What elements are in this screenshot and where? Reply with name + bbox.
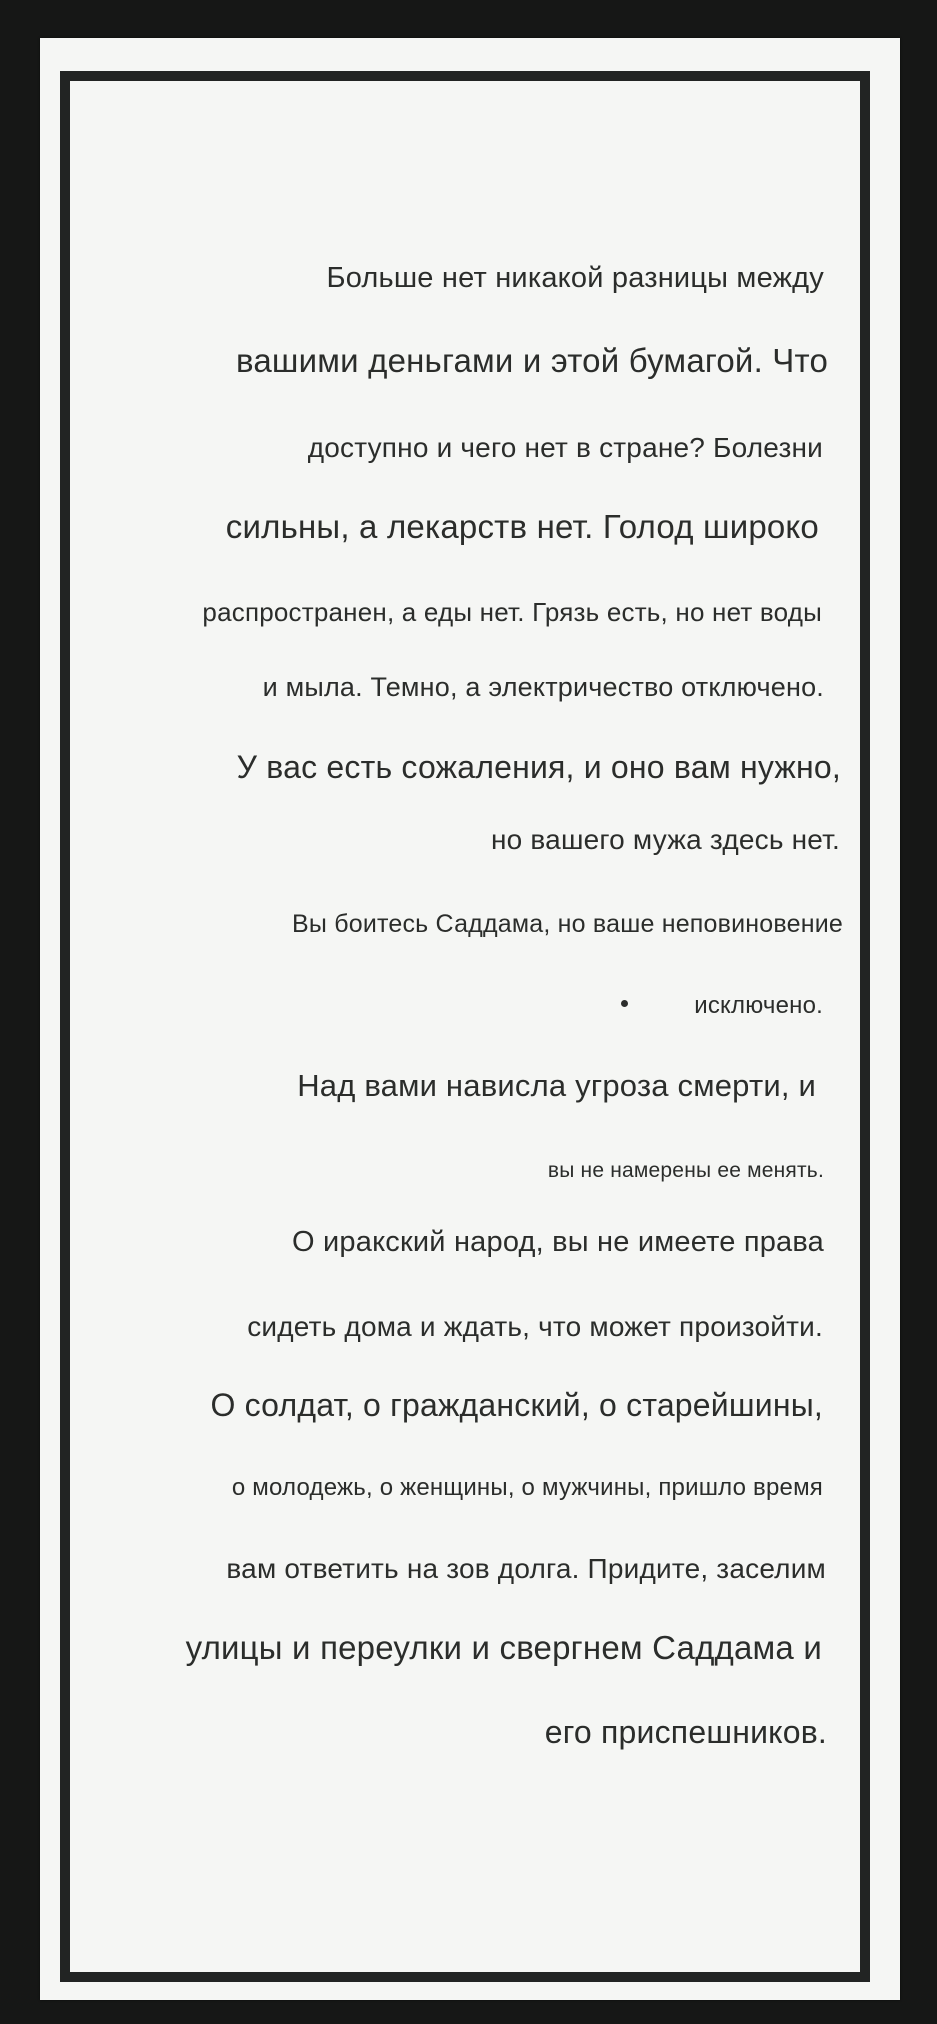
text-line-15: О солдат, о гражданский, о старейшины, [210, 1387, 823, 1423]
text-line-12: вы не намерены ее менять. [547, 1159, 824, 1182]
text-line-5: распространен, а еды нет. Грязь есть, но нет воды [202, 597, 822, 627]
text-line-13: О иракский народ, вы не имеете права [292, 1226, 824, 1258]
leaflet [40, 38, 900, 2000]
text-line-2: вашими деньгами и этой бумагой. Что [236, 342, 828, 379]
text-line-9: Вы боитесь Саддама, но ваше неповиновение [292, 910, 843, 938]
bullet-dot [621, 1000, 628, 1007]
text-line-8: но вашего мужа здесь нет. [491, 824, 840, 855]
text-line-18: улицы и переулки и свергнем Саддама и [185, 1629, 822, 1666]
text-line-17: вам ответить на зов долга. Придите, заселим [226, 1553, 826, 1584]
text-line-1: Больше нет никакой разницы между [326, 262, 824, 294]
text-line-4: сильны, а лекарств нет. Голод широко [225, 508, 819, 545]
text-line-6: и мыла. Темно, а электричество отключено. [262, 672, 824, 702]
text-line-10: исключено. [694, 992, 823, 1019]
text-line-19: его приспешников. [544, 1714, 827, 1750]
text-line-11: Над вами нависла угроза смерти, и [297, 1068, 816, 1103]
text-line-16: о молодежь, о женщины, о мужчины, пришло время [231, 1474, 823, 1501]
text-line-3: доступно и чего нет в стране? Болезни [307, 432, 823, 463]
text-line-14: сидеть дома и ждать, что может произойти. [247, 1311, 823, 1342]
text-line-7: У вас есть сожаления, и оно вам нужно, [236, 749, 841, 785]
